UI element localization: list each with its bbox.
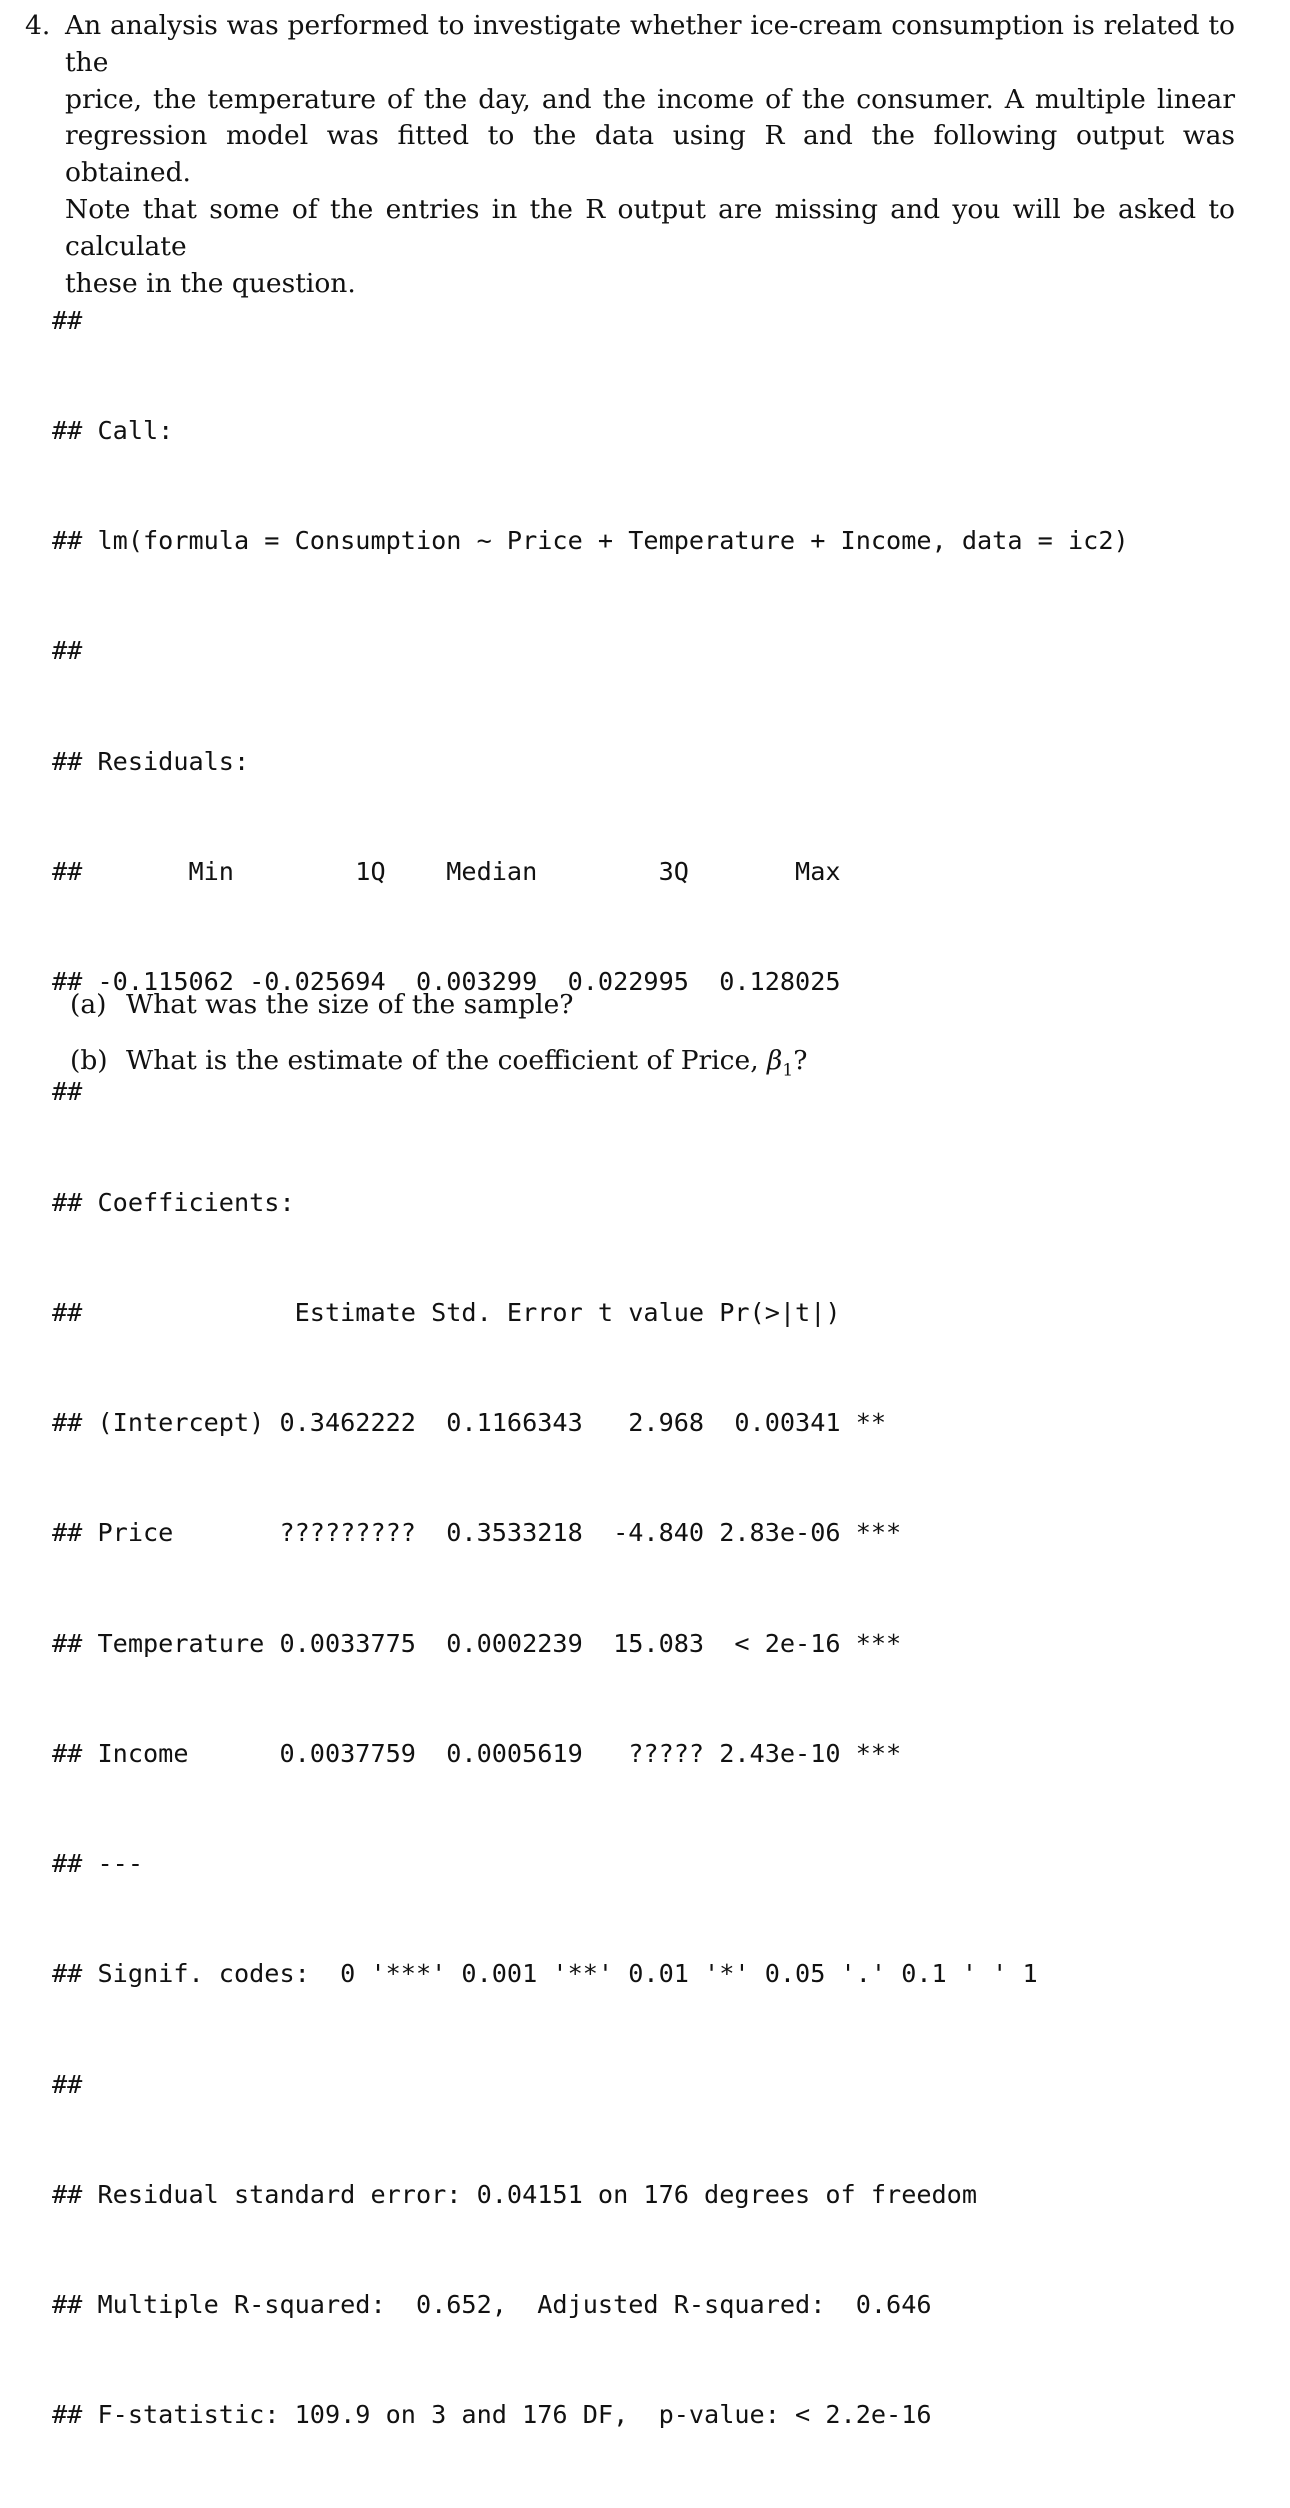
r-output-line: ##	[52, 1077, 83, 1107]
r-residuals-values: ## -0.115062 -0.025694 0.003299 0.022995 0.128025	[52, 967, 841, 996]
r-coef-row-price: ## Price ????????? 0.3533218 -4.840 2.83e-06 ***	[52, 1518, 902, 1548]
question-a	[70, 985, 807, 1041]
statement-line-2: price, the temperature of the day, and the income of the consumer. A multiple linear	[65, 83, 1235, 115]
r-separator: ## ---	[52, 1849, 143, 1878]
r-output-line: ##	[52, 2069, 83, 2099]
r-residuals-columns: ## Min 1Q Median 3Q Max	[52, 856, 841, 886]
r-coefficients-columns: ## Estimate Std. Error t value Pr(>|t|)	[52, 1297, 841, 1327]
question-b	[70, 1041, 807, 1097]
beta-subscript: 1	[782, 1060, 794, 1081]
question-text: What was the size of the sample?	[126, 989, 574, 1020]
r-call-formula: ## lm(formula = Consumption ~ Price + Temperature + Income, data = ic2)	[52, 526, 1129, 555]
statement-line-4: Note that some of the entries in the R output are missing and you will be asked to calculate	[65, 193, 1235, 262]
problem-number: 4.	[25, 10, 51, 41]
question-suffix: ?	[793, 1045, 808, 1076]
question-label: (b)	[70, 1045, 108, 1076]
question-list	[70, 985, 807, 1097]
r-f-statistic: ## F-statistic: 109.9 on 3 and 176 DF, p-value: < 2.2e-16	[52, 2400, 932, 2430]
r-output-line: ##	[52, 636, 83, 666]
r-residual-std-error: ## Residual standard error: 0.04151 on 176 degrees of freedom	[52, 2179, 978, 2209]
statement-line-3: regression model was fitted to the data using R and the following output was obtained.	[65, 120, 1235, 189]
r-call-header: ## Call:	[52, 415, 174, 445]
beta-symbol: $\beta_1$	[767, 1045, 794, 1081]
r-coef-row-temperature: ## Temperature 0.0033775 0.0002239 15.083 < 2e-16 ***	[52, 1628, 902, 1658]
r-output-line: ##	[52, 305, 83, 335]
r-signif-codes: ## Signif. codes: 0 '***' 0.001 '**' 0.01 '*' 0.05 '.' 0.1 ' ' 1	[52, 1959, 1038, 1989]
r-regression-output	[52, 229, 1129, 2508]
statement-line-1: An analysis was performed to investigate whether ice-cream consumption is related to the	[65, 10, 1235, 78]
r-residuals-header: ## Residuals:	[52, 746, 250, 776]
r-coef-row-income: ## Income 0.0037759 0.0005619 ????? 2.43e-10 ***	[52, 1738, 902, 1768]
question-label: (a)	[70, 989, 107, 1020]
r-coefficients-header: ## Coefficients:	[52, 1187, 295, 1217]
r-coef-row-intercept: ## (Intercept) 0.3462222 0.1166343 2.968 0.00341 **	[52, 1408, 887, 1437]
r-r-squared: ## Multiple R-squared: 0.652, Adjusted R-squared: 0.646	[52, 2290, 932, 2319]
question-text: What is the estimate of the coefficient of Price,	[126, 1045, 768, 1076]
statement-line-5: these in the question.	[65, 267, 356, 299]
